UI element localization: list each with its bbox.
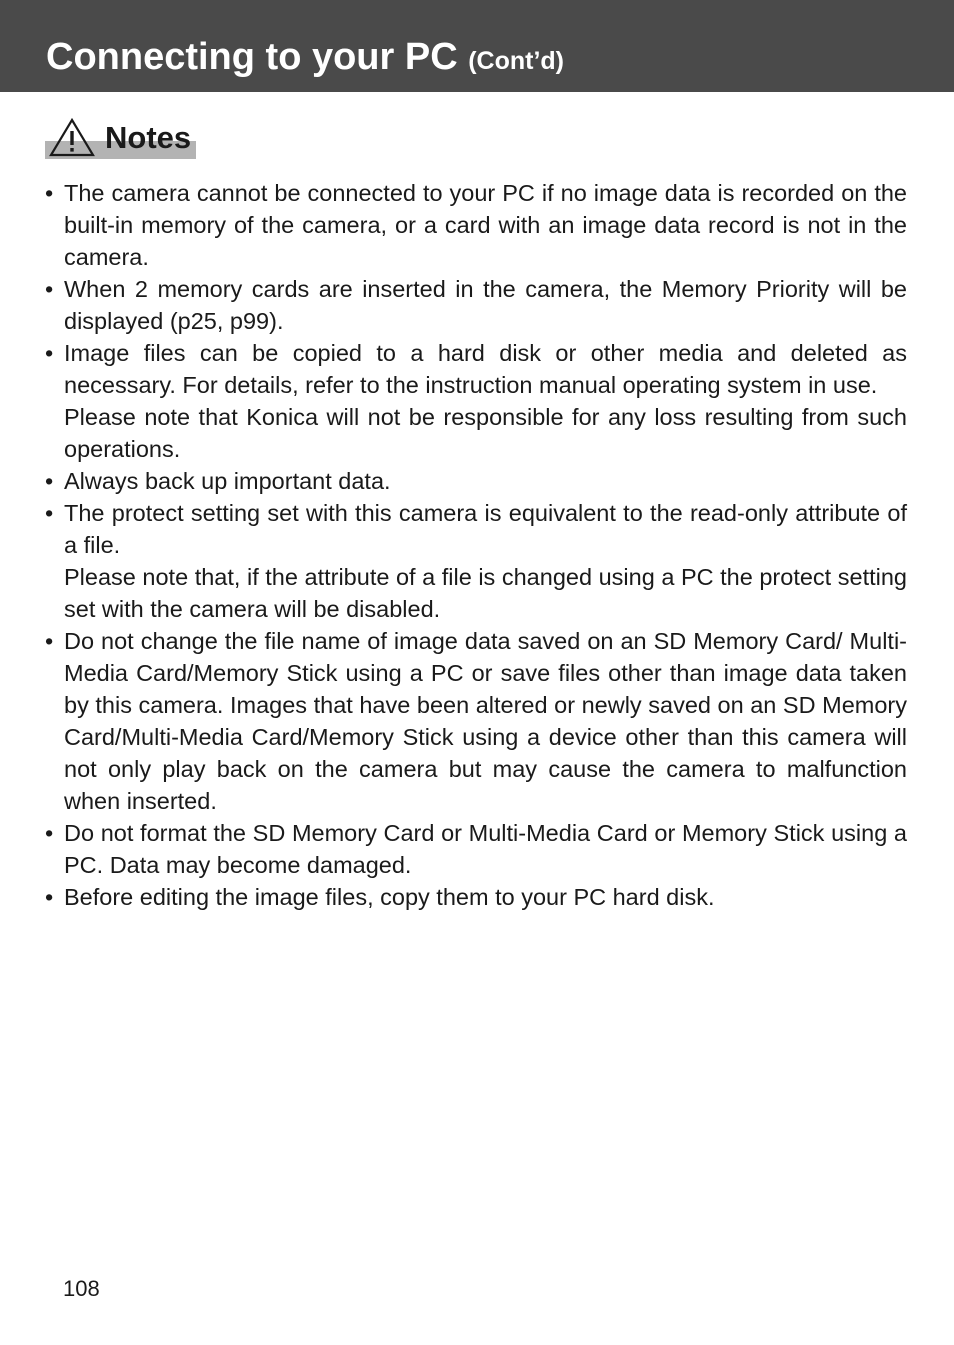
- list-item: [45, 465, 907, 497]
- bullet-marker: •: [45, 340, 54, 366]
- notes-heading: [45, 117, 196, 159]
- list-item: [45, 817, 907, 881]
- page-title-main: Connecting to your PC: [46, 36, 458, 78]
- bullet-marker: •: [45, 820, 54, 846]
- note-paragraph: The camera cannot be connected to your PC if no image data is recorded on the built-in memory of the camera, or a card with an image data record is not in the camera.: [64, 180, 907, 270]
- page-number: 108: [63, 1276, 100, 1301]
- list-item: [45, 881, 907, 913]
- note-paragraph: Do not change the file name of image data saved on an SD Memory Card/ Multi-Media Card/Memory Stick using a PC or save files other than image data taken by this camera. Images that have been altered or newly saved on an SD Memory Card/Multi-Media Card/Memory Stick using a device other than this camera will not only play back on the camera but may cause the camera to malfunction when inserted.: [64, 628, 907, 814]
- note-paragraph: The protect setting set with this camera is equivalent to the read-only attribute of a file.: [64, 500, 907, 558]
- list-item: [45, 625, 907, 817]
- bullet-marker: •: [45, 884, 54, 910]
- bullet-marker: •: [45, 276, 54, 302]
- note-paragraph: Image files can be copied to a hard disk or other media and deleted as necessary. For details, refer to the instruction manual operating system in use.: [64, 340, 907, 398]
- bullet-marker: •: [45, 180, 54, 206]
- bullet-marker: •: [45, 500, 54, 526]
- note-paragraph: Please note that Konica will not be responsible for any loss resulting from such operations.: [64, 404, 907, 462]
- bullet-marker: •: [45, 468, 54, 494]
- note-paragraph: Before editing the image files, copy them to your PC hard disk.: [64, 884, 715, 910]
- header-bar: [0, 0, 954, 92]
- list-item: [45, 497, 907, 625]
- note-paragraph: Always back up important data.: [64, 468, 391, 494]
- list-item: [45, 273, 907, 337]
- note-paragraph: Do not format the SD Memory Card or Multi-Media Card or Memory Stick using a PC. Data may become damaged.: [64, 820, 907, 878]
- notes-list: [45, 177, 907, 913]
- notes-heading-label: Notes: [105, 120, 192, 155]
- note-paragraph: Please note that, if the attribute of a file is changed using a PC the protect setting set with the camera will be disabled.: [64, 564, 907, 622]
- note-paragraph: When 2 memory cards are inserted in the camera, the Memory Priority will be displayed (p25, p99).: [64, 276, 907, 334]
- list-item: [45, 337, 907, 465]
- bullet-marker: •: [45, 628, 54, 654]
- warning-triangle-icon: [49, 117, 95, 157]
- page-title: [46, 34, 564, 84]
- list-item: [45, 177, 907, 273]
- page-title-continued: (Cont’d): [468, 47, 565, 75]
